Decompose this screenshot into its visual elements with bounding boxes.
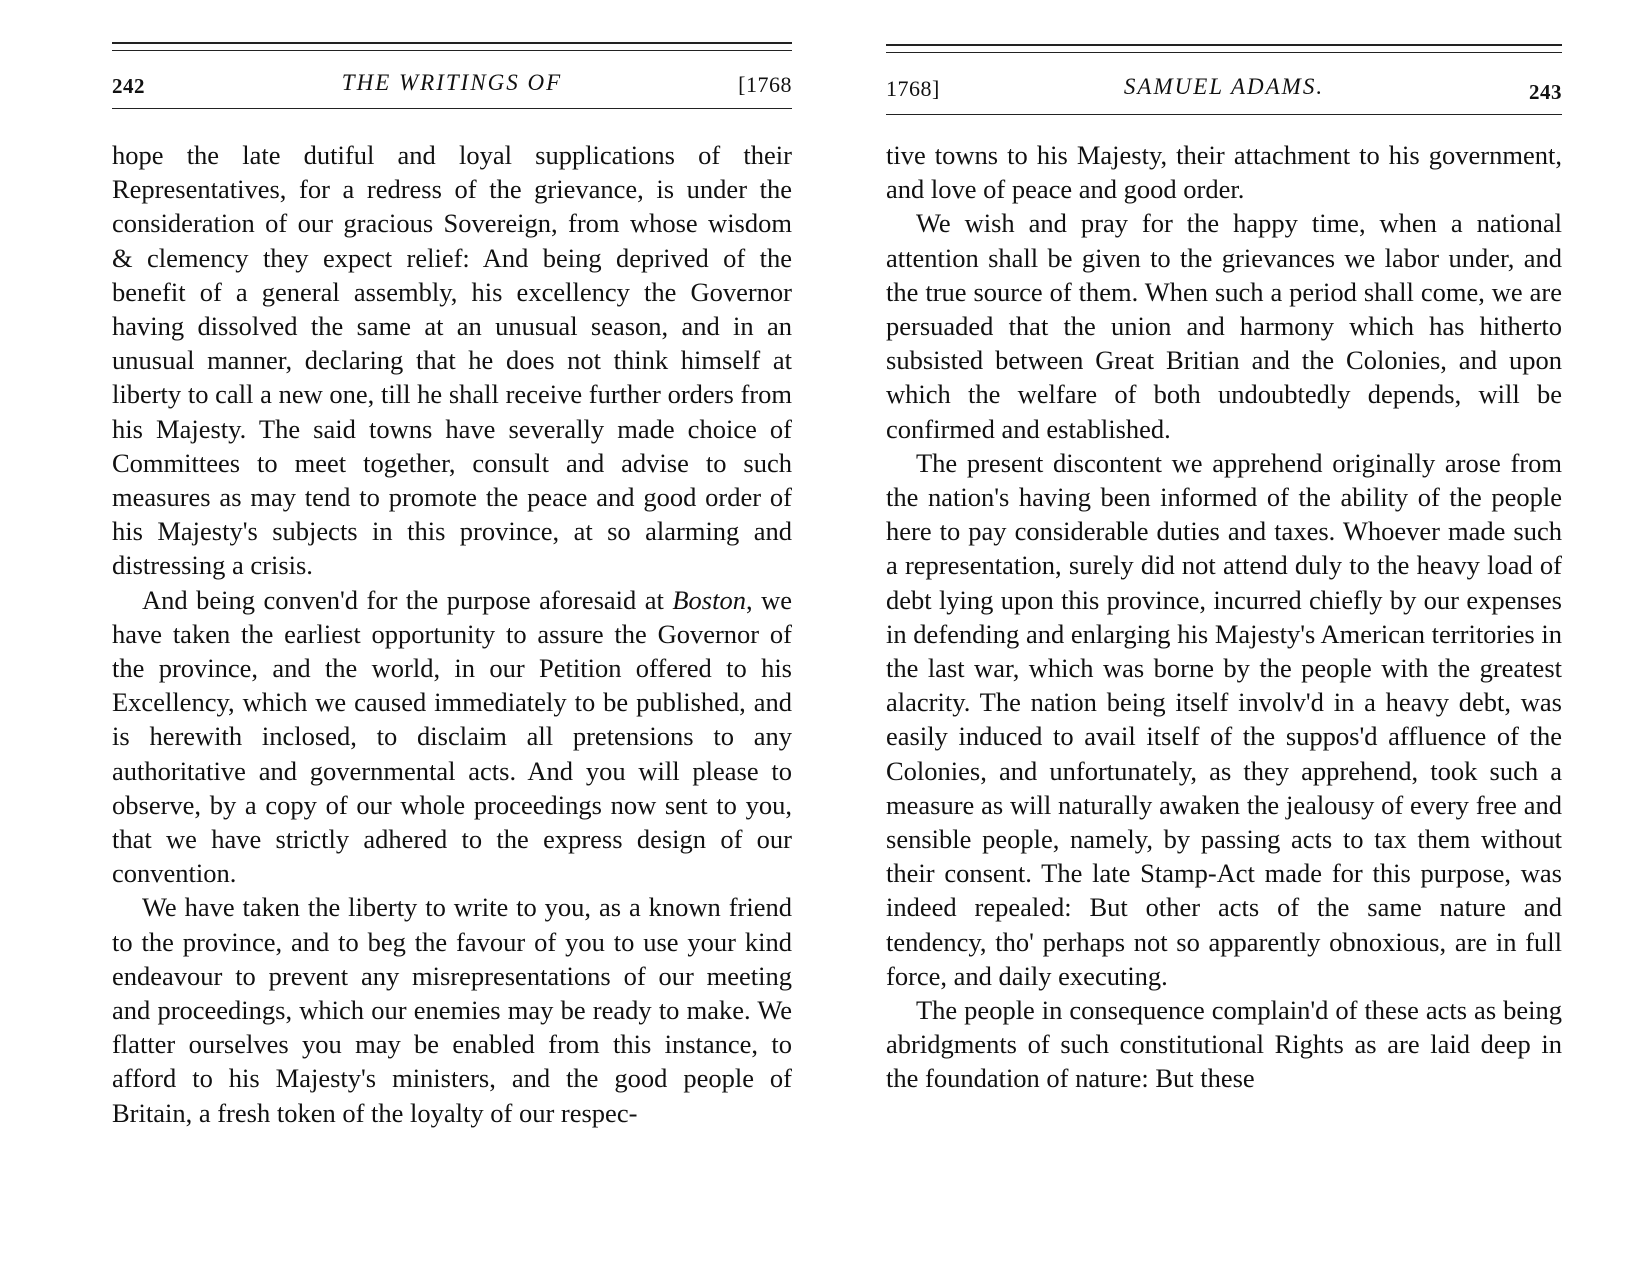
left-page [112,0,792,1275]
body-text [112,138,792,1130]
page-number: 242 [112,74,145,98]
paragraph: The people in consequence complain'd of these acts as being abridgments of such constitutional Rights as are laid deep in the foundation of nature: But these [886,995,1562,1094]
right-page [886,0,1562,1275]
header-double-rule-top [886,44,1562,46]
body-text [886,138,1562,1096]
running-title: SAMUEL ADAMS. [1123,74,1325,99]
paragraph: And being conven'd for the purpose aforesaid at Boston, we have taken the earliest opportunity to assure the Governor of the province, and the world, in our Petition offered to his Excellency, which we caused immediately to be published, and is herewith inclosed, to disclaim all pretensions to any authoritative and governmental acts. And you will please to observe, by a copy of our whole proceedings now sent to you, that we have strictly adhered to the express design of our convention. [112,584,792,889]
header-underline [112,108,792,109]
paragraph: The present discontent we apprehend originally arose from the nation's having been informed of the ability of the people here to pay considerable duties and taxes. Whoever made such a representation, surely did not attend duly to the heavy load of debt lying upon this province, incurred chiefly by our expenses in defending and enlarging his Majesty's American territories in the last war, which was borne by the people with the greatest alacrity. The nation being itself involv'd in a heavy debt, was easily induced to avail itself of the suppos'd affluence of the Colonies, and unfortunately, as they apprehend, took such a measure as will naturally awaken the jealousy of every free and sensible people, namely, by passing acts to tax them without their consent. The late Stamp-Act made for this purpose, was indeed repealed: But other acts of the same nature and tendency, tho' perhaps not so apparently obnoxious, are in full force, and daily executing. [886,447,1562,991]
header-double-rule-bottom [112,50,792,51]
paragraph: hope the late dutiful and loyal supplications of their Representatives, for a redress of the grievance, is under the consideration of our gracious Sovereign, from whose wisdom & clemency they expect relief: And being deprived of the benefit of a general assembly, his excellency the Governor having dissolved the same at an unusual season, and in an unusual manner, declaring that he does not think himself at liberty to call a new one, till he shall receive further orders from his Majesty. The said towns have severally made choice of Committees to meet together, consult and advise to such measures as may tend to promote the peace and good order of his Majesty's subjects in this province, at so alarming and distressing a crisis. [112,140,792,581]
paragraph: tive towns to his Majesty, their attachment to his government, and love of peace and good order. [886,140,1562,205]
year-mark: 1768] [886,76,940,101]
paragraph: We wish and pray for the happy time, when a national attention shall be given to the grievances we labor under, and the true source of them. When such a period shall come, we are persuaded that the union and harmony which has hitherto subsisted between Great Britian and the Colonies, and upon which the welfare of both undoubtedly depends, will be confirmed and established. [886,208,1562,444]
header-underline [886,114,1562,115]
header-double-rule-top [112,42,792,44]
place-name-boston: Boston [672,584,746,615]
header-double-rule-bottom [886,52,1562,53]
paragraph: We have taken the liberty to write to you, as a known friend to the province, and to beg the favour of you to use your kind endeavour to prevent any misrepresentations of our meeting and proceedings, which our enemies may be ready to make. We flatter ourselves you may be enabled from this instance, to afford to his Majesty's ministers, and the good people of Britain, a fresh token of the loyalty of our respec- [112,892,792,1128]
year-mark: [1768 [738,72,792,97]
page-number: 243 [1529,80,1562,104]
running-title: THE WRITINGS OF [341,70,563,95]
